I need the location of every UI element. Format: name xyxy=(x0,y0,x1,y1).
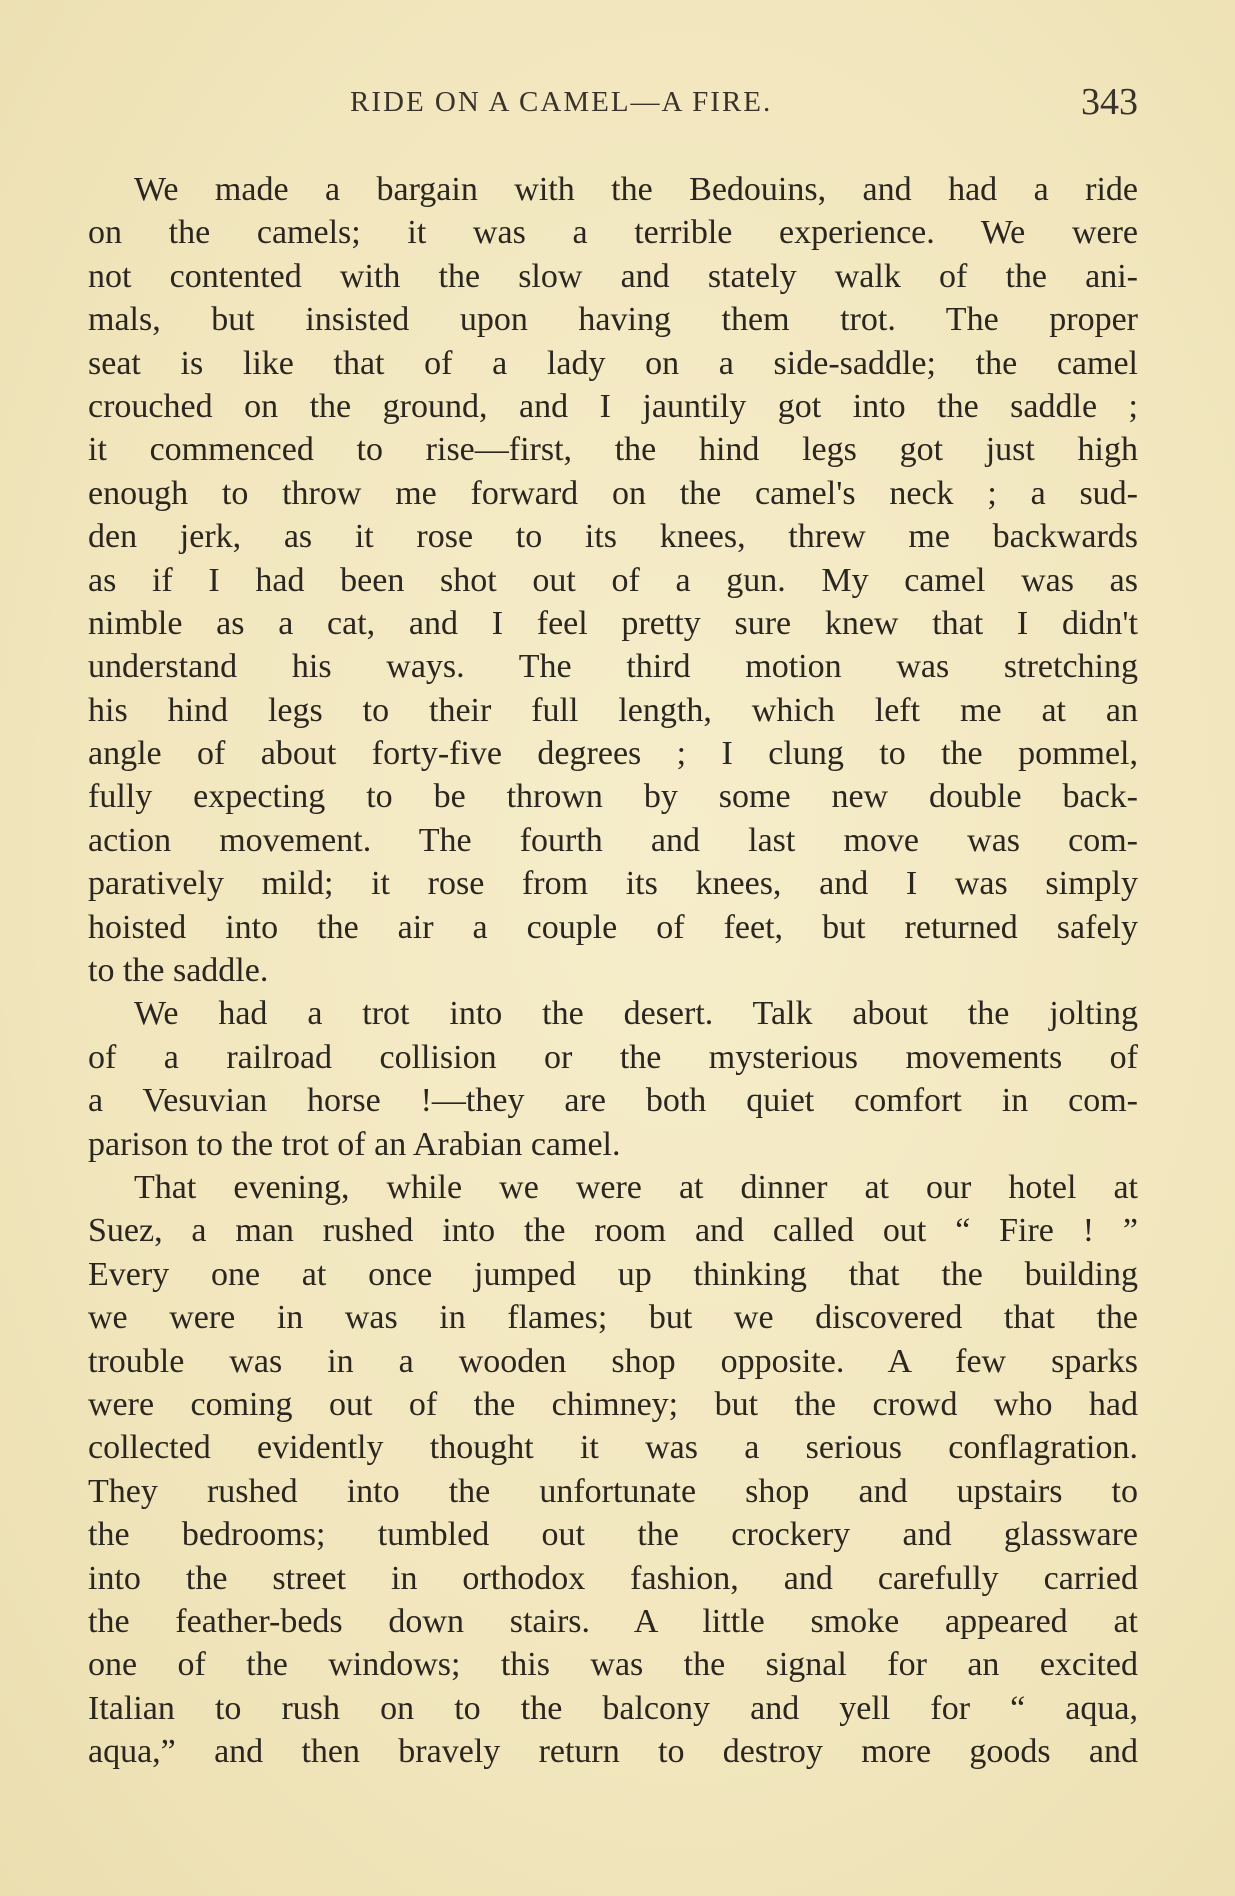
text-line: were coming out of the chimney; but the crowd who had xyxy=(88,1385,1138,1423)
text-line: it commenced to rise—first, the hind legs got just high xyxy=(88,431,1138,469)
text-line: into the street in orthodox fashion, and carefully carried xyxy=(88,1559,1138,1597)
text-line: enough to throw me forward on the camel's neck ; a sud- xyxy=(88,474,1138,512)
text-line: a Vesuvian horse !—they are both quiet comfort in com- xyxy=(88,1082,1138,1120)
text-line: not contented with the slow and stately walk of the ani- xyxy=(88,257,1138,295)
page-header xyxy=(88,81,1138,130)
text-line: one of the windows; this was the signal for an excited xyxy=(88,1646,1138,1684)
text-line: of a railroad collision or the mysterious movements of xyxy=(88,1038,1138,1076)
text-line: on the camels; it was a terrible experience. We were xyxy=(88,214,1138,252)
text-line: Italian to rush on to the balcony and yell for “ aqua, xyxy=(88,1689,1138,1727)
text-line: trouble was in a wooden shop opposite. A few sparks xyxy=(88,1342,1138,1380)
text-line: We had a trot into the desert. Talk about the jolting xyxy=(134,995,1138,1033)
text-line: crouched on the ground, and I jauntily got into the saddle ; xyxy=(88,387,1138,425)
text-line: aqua,” and then bravely return to destroy more goods and xyxy=(88,1733,1138,1771)
page-number: 343 xyxy=(1081,81,1138,123)
body-text xyxy=(88,168,1138,1773)
text-line: mals, but insisted upon having them trot. The proper xyxy=(88,301,1138,339)
text-line: we were in was in flames; but we discovered that the xyxy=(88,1299,1138,1337)
text-line: the bedrooms; tumbled out the crockery and glassware xyxy=(88,1516,1138,1554)
text-line: hoisted into the air a couple of feet, but returned safely xyxy=(88,908,1138,946)
text-line: That evening, while we were at dinner at our hotel at xyxy=(134,1168,1138,1206)
text-line: parison to the trot of an Arabian camel. xyxy=(88,1125,621,1163)
text-line: seat is like that of a lady on a side-saddle; the camel xyxy=(88,344,1138,382)
text-line: Every one at once jumped up thinking that the building xyxy=(88,1255,1138,1293)
text-line: action movement. The fourth and last move was com- xyxy=(88,821,1138,859)
text-line: his hind legs to their full length, which left me at an xyxy=(88,691,1138,729)
text-line: angle of about forty-five degrees ; I clung to the pommel, xyxy=(88,735,1138,773)
text-line: as if I had been shot out of a gun. My camel was as xyxy=(88,561,1138,599)
text-line: to the saddle. xyxy=(88,952,269,990)
text-line: the feather-beds down stairs. A little smoke appeared at xyxy=(88,1602,1138,1640)
text-line: We made a bargain with the Bedouins, and had a ride xyxy=(134,171,1138,208)
text-line: nimble as a cat, and I feel pretty sure knew that I didn't xyxy=(88,604,1138,642)
text-line: den jerk, as it rose to its knees, threw me backwards xyxy=(88,518,1138,556)
text-line: Suez, a man rushed into the room and called out “ Fire ! ” xyxy=(88,1212,1138,1250)
text-line: fully expecting to be thrown by some new double back- xyxy=(88,778,1138,816)
text-line: paratively mild; it rose from its knees, and I was simply xyxy=(88,865,1138,903)
text-line: collected evidently thought it was a serious conflagration. xyxy=(88,1429,1138,1467)
text-line: They rushed into the unfortunate shop and upstairs to xyxy=(88,1472,1138,1510)
running-head: RIDE ON A CAMEL—A FIRE. xyxy=(350,86,773,118)
text-line: understand his ways. The third motion was stretching xyxy=(88,648,1138,686)
